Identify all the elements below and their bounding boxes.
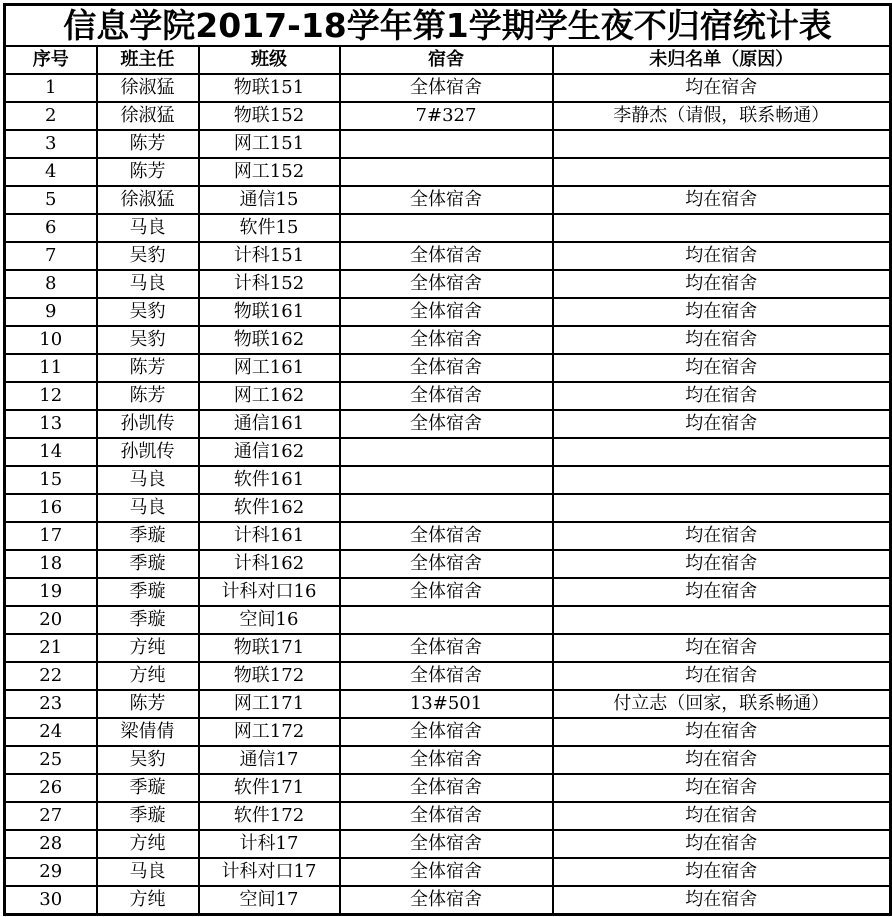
cell-class: 空间16 — [199, 606, 340, 634]
cell-class: 网工152 — [199, 158, 340, 186]
cell-index: 3 — [5, 130, 97, 158]
header-index: 序号 — [5, 46, 97, 74]
cell-dorm: 全体宿舍 — [340, 270, 553, 298]
cell-teacher: 季璇 — [97, 802, 199, 830]
table-row — [5, 578, 891, 606]
cell-class: 网工171 — [199, 690, 340, 718]
table-row — [5, 466, 891, 494]
table-row — [5, 522, 891, 550]
cell-class: 网工162 — [199, 382, 340, 410]
cell-class: 网工172 — [199, 718, 340, 746]
cell-dorm — [340, 494, 553, 522]
cell-reason: 均在宿舍 — [553, 662, 891, 690]
cell-teacher: 陈芳 — [97, 690, 199, 718]
table-row — [5, 74, 891, 102]
cell-reason: 付立志（回家，联系畅通） — [553, 690, 891, 718]
cell-dorm: 全体宿舍 — [340, 578, 553, 606]
cell-class: 计科162 — [199, 550, 340, 578]
table-row — [5, 102, 891, 130]
table-row — [5, 550, 891, 578]
cell-class: 物联162 — [199, 326, 340, 354]
table-row — [5, 354, 891, 382]
cell-teacher: 陈芳 — [97, 382, 199, 410]
cell-dorm: 全体宿舍 — [340, 886, 553, 915]
table-row — [5, 186, 891, 214]
cell-reason: 均在宿舍 — [553, 774, 891, 802]
cell-dorm: 全体宿舍 — [340, 298, 553, 326]
table-row — [5, 606, 891, 634]
cell-reason: 均在宿舍 — [553, 550, 891, 578]
cell-index: 19 — [5, 578, 97, 606]
table-row — [5, 858, 891, 886]
cell-index: 27 — [5, 802, 97, 830]
cell-index: 14 — [5, 438, 97, 466]
cell-class: 物联171 — [199, 634, 340, 662]
cell-teacher: 吴豹 — [97, 326, 199, 354]
cell-dorm — [340, 438, 553, 466]
table-row — [5, 690, 891, 718]
cell-index: 6 — [5, 214, 97, 242]
cell-index: 15 — [5, 466, 97, 494]
cell-class: 计科151 — [199, 242, 340, 270]
header-row — [5, 46, 891, 74]
table-row — [5, 830, 891, 858]
cell-class: 网工161 — [199, 354, 340, 382]
cell-teacher: 马良 — [97, 858, 199, 886]
table-row — [5, 242, 891, 270]
cell-class: 软件161 — [199, 466, 340, 494]
cell-dorm: 全体宿舍 — [340, 326, 553, 354]
cell-reason: 均在宿舍 — [553, 886, 891, 915]
cell-index: 10 — [5, 326, 97, 354]
cell-teacher: 马良 — [97, 214, 199, 242]
table-row — [5, 130, 891, 158]
cell-class: 通信161 — [199, 410, 340, 438]
cell-reason: 均在宿舍 — [553, 634, 891, 662]
cell-dorm — [340, 606, 553, 634]
cell-index: 22 — [5, 662, 97, 690]
cell-index: 24 — [5, 718, 97, 746]
cell-index: 25 — [5, 746, 97, 774]
cell-teacher: 季璇 — [97, 550, 199, 578]
cell-index: 11 — [5, 354, 97, 382]
cell-reason: 均在宿舍 — [553, 746, 891, 774]
cell-index: 5 — [5, 186, 97, 214]
cell-class: 物联151 — [199, 74, 340, 102]
cell-index: 17 — [5, 522, 97, 550]
cell-teacher: 季璇 — [97, 606, 199, 634]
cell-dorm: 全体宿舍 — [340, 774, 553, 802]
cell-teacher: 孙凯传 — [97, 410, 199, 438]
cell-dorm: 全体宿舍 — [340, 802, 553, 830]
cell-reason — [553, 438, 891, 466]
cell-dorm: 全体宿舍 — [340, 242, 553, 270]
title-row — [5, 5, 891, 47]
cell-reason: 均在宿舍 — [553, 186, 891, 214]
cell-teacher: 吴豹 — [97, 298, 199, 326]
cell-reason — [553, 158, 891, 186]
cell-reason: 均在宿舍 — [553, 718, 891, 746]
cell-dorm: 全体宿舍 — [340, 746, 553, 774]
cell-dorm: 全体宿舍 — [340, 858, 553, 886]
table-row — [5, 270, 891, 298]
cell-teacher: 陈芳 — [97, 354, 199, 382]
cell-teacher: 陈芳 — [97, 158, 199, 186]
table-head — [5, 5, 891, 75]
cell-class: 软件162 — [199, 494, 340, 522]
cell-index: 4 — [5, 158, 97, 186]
cell-teacher: 马良 — [97, 466, 199, 494]
cell-index: 1 — [5, 74, 97, 102]
cell-dorm: 13#501 — [340, 690, 553, 718]
cell-class: 通信162 — [199, 438, 340, 466]
table-row — [5, 298, 891, 326]
cell-dorm: 全体宿舍 — [340, 634, 553, 662]
table-row — [5, 662, 891, 690]
cell-dorm: 全体宿舍 — [340, 522, 553, 550]
cell-reason — [553, 606, 891, 634]
cell-reason: 均在宿舍 — [553, 326, 891, 354]
cell-index: 28 — [5, 830, 97, 858]
cell-dorm — [340, 130, 553, 158]
table-row — [5, 746, 891, 774]
cell-dorm — [340, 214, 553, 242]
cell-dorm: 全体宿舍 — [340, 718, 553, 746]
cell-reason: 均在宿舍 — [553, 270, 891, 298]
header-class: 班级 — [199, 46, 340, 74]
cell-dorm — [340, 466, 553, 494]
cell-class: 计科152 — [199, 270, 340, 298]
cell-reason — [553, 130, 891, 158]
cell-teacher: 方纯 — [97, 634, 199, 662]
cell-index: 9 — [5, 298, 97, 326]
cell-teacher: 徐淑猛 — [97, 74, 199, 102]
table-row — [5, 382, 891, 410]
cell-teacher: 方纯 — [97, 830, 199, 858]
cell-teacher: 孙凯传 — [97, 438, 199, 466]
cell-reason — [553, 214, 891, 242]
cell-class: 物联152 — [199, 102, 340, 130]
cell-reason: 均在宿舍 — [553, 410, 891, 438]
cell-class: 通信15 — [199, 186, 340, 214]
header-reason: 未归名单（原因） — [553, 46, 891, 74]
cell-dorm — [340, 158, 553, 186]
page-title: 信息学院2017-18学年第1学期学生夜不归宿统计表 — [5, 5, 891, 47]
cell-class: 计科对口16 — [199, 578, 340, 606]
cell-teacher: 季璇 — [97, 522, 199, 550]
table-row — [5, 410, 891, 438]
cell-dorm: 全体宿舍 — [340, 186, 553, 214]
cell-reason: 均在宿舍 — [553, 354, 891, 382]
table-row — [5, 326, 891, 354]
cell-index: 20 — [5, 606, 97, 634]
header-dorm: 宿舍 — [340, 46, 553, 74]
cell-reason: 均在宿舍 — [553, 802, 891, 830]
cell-teacher: 陈芳 — [97, 130, 199, 158]
cell-reason: 均在宿舍 — [553, 858, 891, 886]
cell-index: 12 — [5, 382, 97, 410]
cell-reason: 均在宿舍 — [553, 74, 891, 102]
cell-class: 空间17 — [199, 886, 340, 915]
cell-index: 21 — [5, 634, 97, 662]
cell-reason: 李静杰（请假，联系畅通） — [553, 102, 891, 130]
cell-teacher: 方纯 — [97, 662, 199, 690]
cell-teacher: 梁倩倩 — [97, 718, 199, 746]
cell-teacher: 季璇 — [97, 774, 199, 802]
cell-class: 计科17 — [199, 830, 340, 858]
cell-class: 计科161 — [199, 522, 340, 550]
cell-dorm: 全体宿舍 — [340, 410, 553, 438]
cell-index: 7 — [5, 242, 97, 270]
cell-index: 30 — [5, 886, 97, 915]
cell-index: 23 — [5, 690, 97, 718]
table-row — [5, 774, 891, 802]
cell-index: 13 — [5, 410, 97, 438]
cell-reason: 均在宿舍 — [553, 242, 891, 270]
cell-dorm: 全体宿舍 — [340, 74, 553, 102]
cell-index: 26 — [5, 774, 97, 802]
cell-index: 8 — [5, 270, 97, 298]
table-row — [5, 886, 891, 915]
cell-reason — [553, 466, 891, 494]
cell-index: 18 — [5, 550, 97, 578]
table-row — [5, 718, 891, 746]
cell-class: 物联172 — [199, 662, 340, 690]
cell-teacher: 马良 — [97, 494, 199, 522]
cell-teacher: 马良 — [97, 270, 199, 298]
table-body — [5, 74, 891, 915]
cell-class: 通信17 — [199, 746, 340, 774]
cell-dorm: 全体宿舍 — [340, 830, 553, 858]
cell-teacher: 徐淑猛 — [97, 102, 199, 130]
cell-dorm: 全体宿舍 — [340, 550, 553, 578]
table-row — [5, 214, 891, 242]
cell-teacher: 方纯 — [97, 886, 199, 915]
table-row — [5, 158, 891, 186]
cell-index: 29 — [5, 858, 97, 886]
cell-reason: 均在宿舍 — [553, 830, 891, 858]
cell-teacher: 季璇 — [97, 578, 199, 606]
table-row — [5, 802, 891, 830]
cell-class: 物联161 — [199, 298, 340, 326]
cell-index: 16 — [5, 494, 97, 522]
cell-class: 软件172 — [199, 802, 340, 830]
table-row — [5, 494, 891, 522]
cell-dorm: 全体宿舍 — [340, 354, 553, 382]
attendance-table — [3, 3, 892, 916]
cell-index: 2 — [5, 102, 97, 130]
table-row — [5, 438, 891, 466]
cell-class: 网工151 — [199, 130, 340, 158]
cell-teacher: 徐淑猛 — [97, 186, 199, 214]
cell-reason: 均在宿舍 — [553, 578, 891, 606]
cell-reason: 均在宿舍 — [553, 382, 891, 410]
cell-class: 软件15 — [199, 214, 340, 242]
cell-dorm: 全体宿舍 — [340, 662, 553, 690]
cell-class: 计科对口17 — [199, 858, 340, 886]
cell-reason: 均在宿舍 — [553, 522, 891, 550]
cell-teacher: 吴豹 — [97, 746, 199, 774]
cell-reason: 均在宿舍 — [553, 298, 891, 326]
header-teacher: 班主任 — [97, 46, 199, 74]
table-row — [5, 634, 891, 662]
cell-class: 软件171 — [199, 774, 340, 802]
cell-dorm: 全体宿舍 — [340, 382, 553, 410]
cell-reason — [553, 494, 891, 522]
cell-dorm: 7#327 — [340, 102, 553, 130]
cell-teacher: 吴豹 — [97, 242, 199, 270]
